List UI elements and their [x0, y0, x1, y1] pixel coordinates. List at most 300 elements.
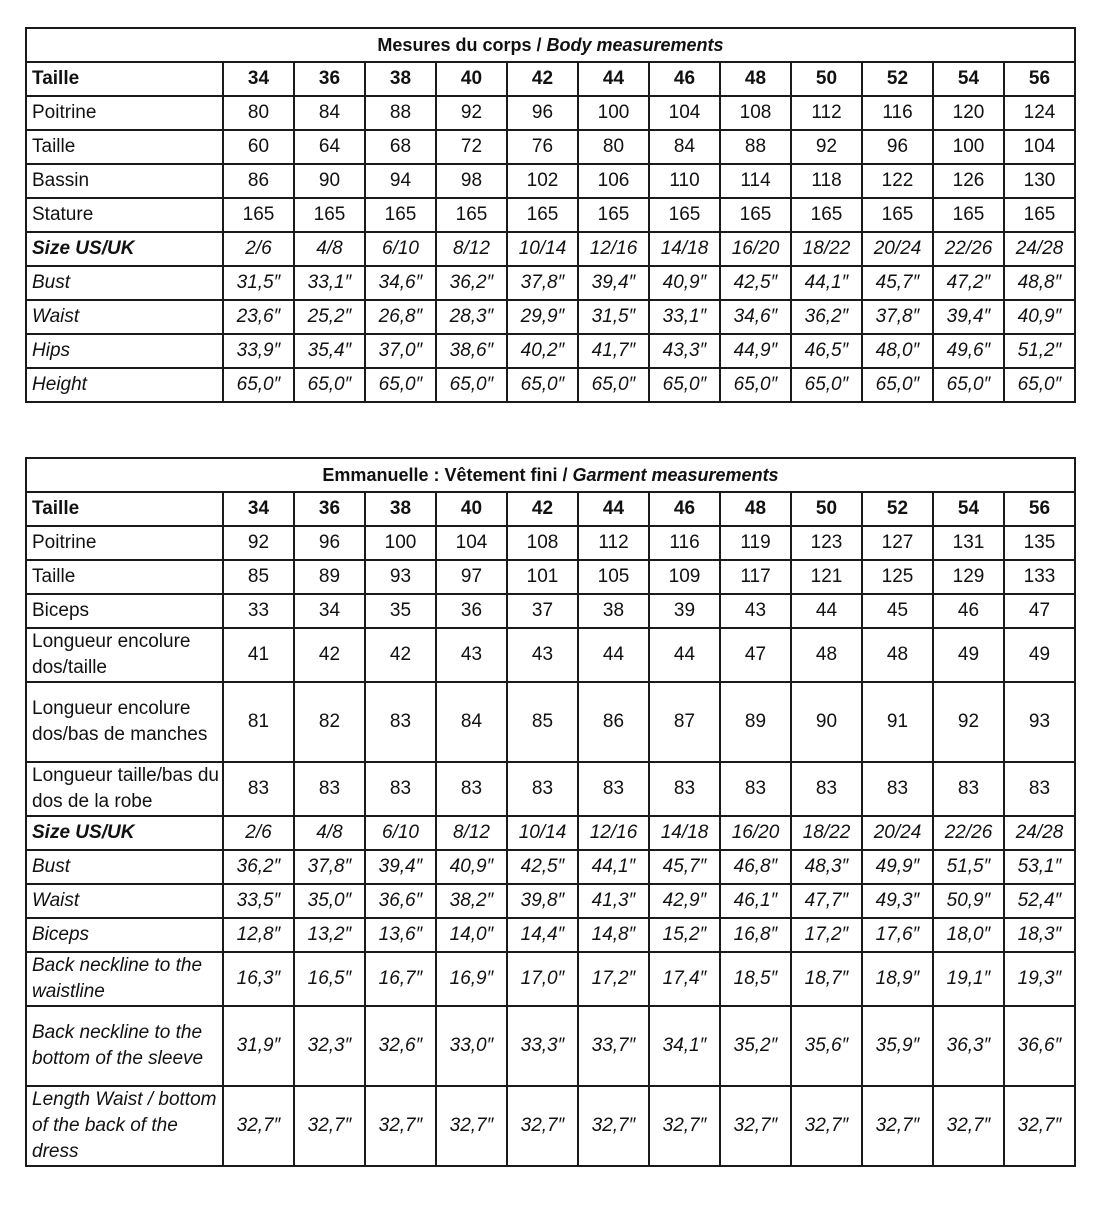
- table-row: [26, 682, 1075, 762]
- table-cell: 12,8″: [223, 918, 294, 952]
- table-cell: 47: [1004, 594, 1075, 628]
- table-cell: 124: [1004, 96, 1075, 130]
- table-cell: 94: [365, 164, 436, 198]
- table-cell: 48: [720, 492, 791, 526]
- table-cell: 33,1″: [649, 300, 720, 334]
- table-cell: 34: [223, 492, 294, 526]
- table-cell: 48,3″: [791, 850, 862, 884]
- table-cell: 14,8″: [578, 918, 649, 952]
- table-cell: 18,9″: [862, 952, 933, 1006]
- table-cell: 32,7″: [223, 1086, 294, 1166]
- table-cell: 33,0″: [436, 1006, 507, 1086]
- table-cell: 165: [578, 198, 649, 232]
- table-cell: 32,3″: [294, 1006, 365, 1086]
- row-label: Longueur encolure dos/taille: [26, 628, 223, 682]
- table-cell: 34,6″: [720, 300, 791, 334]
- row-label: Poitrine: [26, 526, 223, 560]
- table-cell: 50,9″: [933, 884, 1004, 918]
- table-cell: 46,1″: [720, 884, 791, 918]
- table-cell: 12/16: [578, 232, 649, 266]
- table-cell: 89: [720, 682, 791, 762]
- table-cell: 83: [933, 762, 1004, 816]
- table-cell: 85: [507, 682, 578, 762]
- table-cell: 40,9″: [649, 266, 720, 300]
- table-cell: 20/24: [862, 232, 933, 266]
- table-cell: 83: [862, 762, 933, 816]
- table-cell: 65,0″: [578, 368, 649, 402]
- table-cell: 52: [862, 492, 933, 526]
- table-cell: 130: [1004, 164, 1075, 198]
- table-cell: 87: [649, 682, 720, 762]
- table-cell: 32,7″: [1004, 1086, 1075, 1166]
- table-cell: 36: [294, 492, 365, 526]
- table-cell: 65,0″: [720, 368, 791, 402]
- row-label: Taille: [26, 130, 223, 164]
- table-cell: 108: [507, 526, 578, 560]
- table-cell: 42: [507, 62, 578, 96]
- table-cell: 15,2″: [649, 918, 720, 952]
- table-cell: 16/20: [720, 232, 791, 266]
- table-cell: 104: [1004, 130, 1075, 164]
- title-en: Garment measurements: [572, 465, 779, 485]
- table-cell: 16/20: [720, 816, 791, 850]
- table-cell: 65,0″: [791, 368, 862, 402]
- row-label: Bust: [26, 266, 223, 300]
- table-cell: 44: [578, 62, 649, 96]
- row-label: Taille: [26, 62, 223, 96]
- table-cell: 123: [791, 526, 862, 560]
- table-cell: 13,2″: [294, 918, 365, 952]
- table-cell: 17,6″: [862, 918, 933, 952]
- table-cell: 33,1″: [294, 266, 365, 300]
- body-measurements-table: [25, 27, 1076, 403]
- table-cell: 40: [436, 62, 507, 96]
- row-label: Bassin: [26, 164, 223, 198]
- table-cell: 92: [223, 526, 294, 560]
- title-en: Body measurements: [546, 35, 724, 55]
- table-cell: 65,0″: [862, 368, 933, 402]
- table-cell: 48: [791, 628, 862, 682]
- table-cell: 116: [649, 526, 720, 560]
- table-cell: 83: [578, 762, 649, 816]
- table-cell: 65,0″: [507, 368, 578, 402]
- table-cell: 17,0″: [507, 952, 578, 1006]
- table-cell: 43: [436, 628, 507, 682]
- table-cell: 64: [294, 130, 365, 164]
- table-cell: 49: [933, 628, 1004, 682]
- table-cell: 48,0″: [862, 334, 933, 368]
- table-cell: 85: [223, 560, 294, 594]
- table-cell: 18,0″: [933, 918, 1004, 952]
- table-cell: 22/26: [933, 816, 1004, 850]
- table-cell: 38,6″: [436, 334, 507, 368]
- table-row: [26, 300, 1075, 334]
- row-label: Back neckline to the bottom of the sleeve: [26, 1006, 223, 1086]
- table-cell: 36,3″: [933, 1006, 1004, 1086]
- table-cell: 38: [365, 492, 436, 526]
- table-cell: 32,7″: [507, 1086, 578, 1166]
- table-cell: 35,9″: [862, 1006, 933, 1086]
- row-label: Bust: [26, 850, 223, 884]
- table-cell: 6/10: [365, 816, 436, 850]
- table-cell: 83: [791, 762, 862, 816]
- table-cell: 37,8″: [507, 266, 578, 300]
- table-cell: 33,7″: [578, 1006, 649, 1086]
- table-cell: 118: [791, 164, 862, 198]
- table-cell: 165: [933, 198, 1004, 232]
- table-title: [26, 28, 1075, 62]
- table-cell: 46,8″: [720, 850, 791, 884]
- table-cell: 4/8: [294, 232, 365, 266]
- table-cell: 37,0″: [365, 334, 436, 368]
- table-cell: 83: [507, 762, 578, 816]
- table-cell: 19,1″: [933, 952, 1004, 1006]
- table-cell: 65,0″: [436, 368, 507, 402]
- row-label: Biceps: [26, 594, 223, 628]
- table-cell: 135: [1004, 526, 1075, 560]
- table-row: [26, 62, 1075, 96]
- table-cell: 35,6″: [791, 1006, 862, 1086]
- table-cell: 83: [294, 762, 365, 816]
- table-cell: 65,0″: [223, 368, 294, 402]
- row-label: Longueur taille/bas du dos de la robe: [26, 762, 223, 816]
- table-cell: 18/22: [791, 232, 862, 266]
- table-cell: 23,6″: [223, 300, 294, 334]
- table-cell: 51,5″: [933, 850, 1004, 884]
- table-cell: 35,4″: [294, 334, 365, 368]
- table-cell: 38: [365, 62, 436, 96]
- table-cell: 131: [933, 526, 1004, 560]
- table-cell: 16,9″: [436, 952, 507, 1006]
- table-cell: 49,9″: [862, 850, 933, 884]
- table-cell: 32,6″: [365, 1006, 436, 1086]
- row-label: Longueur encolure dos/bas de manches: [26, 682, 223, 762]
- table-cell: 80: [578, 130, 649, 164]
- table-row: [26, 560, 1075, 594]
- table-cell: 35: [365, 594, 436, 628]
- table-row: [26, 594, 1075, 628]
- table-cell: 121: [791, 560, 862, 594]
- table-cell: 165: [720, 198, 791, 232]
- table-row: [26, 628, 1075, 682]
- row-label: Size US/UK: [26, 232, 223, 266]
- table-cell: 119: [720, 526, 791, 560]
- table-cell: 38,2″: [436, 884, 507, 918]
- table-cell: 42,5″: [720, 266, 791, 300]
- table-cell: 18,5″: [720, 952, 791, 1006]
- table-cell: 165: [436, 198, 507, 232]
- table-cell: 32,7″: [294, 1086, 365, 1166]
- table-cell: 88: [365, 96, 436, 130]
- table-cell: 65,0″: [1004, 368, 1075, 402]
- table-row: [26, 850, 1075, 884]
- table-cell: 84: [294, 96, 365, 130]
- table-cell: 46: [649, 62, 720, 96]
- table-cell: 50: [791, 492, 862, 526]
- table-cell: 18,7″: [791, 952, 862, 1006]
- table-cell: 10/14: [507, 816, 578, 850]
- table-cell: 8/12: [436, 816, 507, 850]
- table-cell: 68: [365, 130, 436, 164]
- table-cell: 49,3″: [862, 884, 933, 918]
- table-cell: 65,0″: [649, 368, 720, 402]
- table-cell: 56: [1004, 492, 1075, 526]
- row-label: Back neckline to the waistline: [26, 952, 223, 1006]
- table-cell: 49,6″: [933, 334, 1004, 368]
- table-cell: 44: [649, 628, 720, 682]
- table-cell: 41,3″: [578, 884, 649, 918]
- table-cell: 46: [649, 492, 720, 526]
- table-cell: 44: [578, 628, 649, 682]
- row-label: Stature: [26, 198, 223, 232]
- table-cell: 45,7″: [862, 266, 933, 300]
- table-cell: 50: [791, 62, 862, 96]
- table-cell: 53,1″: [1004, 850, 1075, 884]
- table-cell: 100: [365, 526, 436, 560]
- table-cell: 31,5″: [578, 300, 649, 334]
- table-cell: 52: [862, 62, 933, 96]
- table-cell: 44: [578, 492, 649, 526]
- table-cell: 44: [791, 594, 862, 628]
- table-cell: 129: [933, 560, 1004, 594]
- table-cell: 80: [223, 96, 294, 130]
- table-cell: 76: [507, 130, 578, 164]
- table-cell: 16,8″: [720, 918, 791, 952]
- table-cell: 32,7″: [791, 1086, 862, 1166]
- garment-measurements-table: [25, 457, 1076, 1167]
- table-cell: 24/28: [1004, 232, 1075, 266]
- table-cell: 83: [1004, 762, 1075, 816]
- table-row: [26, 198, 1075, 232]
- table-cell: 16,5″: [294, 952, 365, 1006]
- table-cell: 47,7″: [791, 884, 862, 918]
- table-cell: 42: [365, 628, 436, 682]
- table-cell: 36,6″: [365, 884, 436, 918]
- table-row: [26, 1086, 1075, 1166]
- table-cell: 84: [436, 682, 507, 762]
- table-cell: 83: [436, 762, 507, 816]
- table-cell: 83: [720, 762, 791, 816]
- table-cell: 90: [294, 164, 365, 198]
- table-cell: 133: [1004, 560, 1075, 594]
- table-cell: 32,7″: [578, 1086, 649, 1166]
- table-cell: 42: [507, 492, 578, 526]
- table-row: [26, 130, 1075, 164]
- table-cell: 83: [223, 762, 294, 816]
- table-cell: 104: [436, 526, 507, 560]
- table-cell: 46,5″: [791, 334, 862, 368]
- table-cell: 120: [933, 96, 1004, 130]
- table-cell: 18,3″: [1004, 918, 1075, 952]
- table-cell: 39,4″: [365, 850, 436, 884]
- table-cell: 89: [294, 560, 365, 594]
- row-label: Height: [26, 368, 223, 402]
- table-cell: 165: [862, 198, 933, 232]
- table-cell: 109: [649, 560, 720, 594]
- row-label: Hips: [26, 334, 223, 368]
- table-cell: 32,7″: [862, 1086, 933, 1166]
- table-cell: 34,6″: [365, 266, 436, 300]
- table-cell: 48: [862, 628, 933, 682]
- table-cell: 8/12: [436, 232, 507, 266]
- table-cell: 6/10: [365, 232, 436, 266]
- table-cell: 32,7″: [720, 1086, 791, 1166]
- table-cell: 84: [649, 130, 720, 164]
- table-cell: 81: [223, 682, 294, 762]
- table-cell: 165: [365, 198, 436, 232]
- table-cell: 31,9″: [223, 1006, 294, 1086]
- table-cell: 14/18: [649, 232, 720, 266]
- table-cell: 43,3″: [649, 334, 720, 368]
- title-fr: Mesures du corps /: [377, 35, 547, 55]
- table-cell: 36: [294, 62, 365, 96]
- table-cell: 24/28: [1004, 816, 1075, 850]
- table-cell: 28,3″: [436, 300, 507, 334]
- table-cell: 14,0″: [436, 918, 507, 952]
- table-cell: 83: [365, 682, 436, 762]
- table-cell: 101: [507, 560, 578, 594]
- table-cell: 45,7″: [649, 850, 720, 884]
- table-cell: 13,6″: [365, 918, 436, 952]
- table-row: [26, 96, 1075, 130]
- table-cell: 47,2″: [933, 266, 1004, 300]
- table-cell: 93: [365, 560, 436, 594]
- table-cell: 22/26: [933, 232, 1004, 266]
- table-cell: 110: [649, 164, 720, 198]
- table-cell: 106: [578, 164, 649, 198]
- table-row: [26, 1006, 1075, 1086]
- table-cell: 54: [933, 492, 1004, 526]
- table-cell: 93: [1004, 682, 1075, 762]
- table-cell: 33,5″: [223, 884, 294, 918]
- row-label: Taille: [26, 560, 223, 594]
- table-cell: 49: [1004, 628, 1075, 682]
- table-cell: 45: [862, 594, 933, 628]
- table-cell: 32,7″: [933, 1086, 1004, 1166]
- table-cell: 33: [223, 594, 294, 628]
- table-cell: 41,7″: [578, 334, 649, 368]
- table-cell: 100: [578, 96, 649, 130]
- table-cell: 39,4″: [933, 300, 1004, 334]
- table-cell: 88: [720, 130, 791, 164]
- table-cell: 34: [294, 594, 365, 628]
- table-cell: 33,9″: [223, 334, 294, 368]
- table-cell: 40,2″: [507, 334, 578, 368]
- table-cell: 102: [507, 164, 578, 198]
- table-cell: 10/14: [507, 232, 578, 266]
- table-title: [26, 458, 1075, 492]
- table-cell: 40: [436, 492, 507, 526]
- table-row: [26, 918, 1075, 952]
- row-label: Size US/UK: [26, 816, 223, 850]
- table-cell: 82: [294, 682, 365, 762]
- table-cell: 19,3″: [1004, 952, 1075, 1006]
- table-cell: 165: [649, 198, 720, 232]
- table-cell: 43: [507, 628, 578, 682]
- table-cell: 38: [578, 594, 649, 628]
- table-cell: 36,6″: [1004, 1006, 1075, 1086]
- table-cell: 98: [436, 164, 507, 198]
- table-row: [26, 952, 1075, 1006]
- table-row: [26, 526, 1075, 560]
- table-row: [26, 164, 1075, 198]
- table-cell: 2/6: [223, 232, 294, 266]
- table-cell: 4/8: [294, 816, 365, 850]
- table-cell: 96: [507, 96, 578, 130]
- table-cell: 65,0″: [294, 368, 365, 402]
- table-cell: 112: [791, 96, 862, 130]
- table-cell: 117: [720, 560, 791, 594]
- row-label: Biceps: [26, 918, 223, 952]
- table-row: [26, 762, 1075, 816]
- table-cell: 34,1″: [649, 1006, 720, 1086]
- table-cell: 33,3″: [507, 1006, 578, 1086]
- table-cell: 42,9″: [649, 884, 720, 918]
- table-cell: 34: [223, 62, 294, 96]
- table-cell: 114: [720, 164, 791, 198]
- table-cell: 18/22: [791, 816, 862, 850]
- table-cell: 44,1″: [791, 266, 862, 300]
- table-cell: 91: [862, 682, 933, 762]
- table-cell: 65,0″: [933, 368, 1004, 402]
- table-cell: 35,2″: [720, 1006, 791, 1086]
- table-cell: 17,2″: [578, 952, 649, 1006]
- table-cell: 44,9″: [720, 334, 791, 368]
- table-cell: 86: [223, 164, 294, 198]
- title-fr: Emmanuelle : Vêtement fini /: [322, 465, 573, 485]
- table-cell: 127: [862, 526, 933, 560]
- table-cell: 16,3″: [223, 952, 294, 1006]
- table-cell: 105: [578, 560, 649, 594]
- table-cell: 97: [436, 560, 507, 594]
- table-cell: 40,9″: [436, 850, 507, 884]
- table-cell: 37,8″: [294, 850, 365, 884]
- table-cell: 86: [578, 682, 649, 762]
- table-cell: 14/18: [649, 816, 720, 850]
- table-row: [26, 816, 1075, 850]
- table-cell: 96: [294, 526, 365, 560]
- table-cell: 32,7″: [649, 1086, 720, 1166]
- table-cell: 42,5″: [507, 850, 578, 884]
- table-cell: 16,7″: [365, 952, 436, 1006]
- table-cell: 39,8″: [507, 884, 578, 918]
- table-cell: 37: [507, 594, 578, 628]
- table-cell: 56: [1004, 62, 1075, 96]
- table-cell: 36: [436, 594, 507, 628]
- table-cell: 40,9″: [1004, 300, 1075, 334]
- table-cell: 14,4″: [507, 918, 578, 952]
- table-row: [26, 492, 1075, 526]
- table-cell: 165: [507, 198, 578, 232]
- table-cell: 36,2″: [791, 300, 862, 334]
- table-cell: 83: [649, 762, 720, 816]
- table-cell: 32,7″: [436, 1086, 507, 1166]
- row-label: Poitrine: [26, 96, 223, 130]
- table-cell: 51,2″: [1004, 334, 1075, 368]
- table-cell: 47: [720, 628, 791, 682]
- table-cell: 90: [791, 682, 862, 762]
- table-cell: 72: [436, 130, 507, 164]
- table-cell: 31,5″: [223, 266, 294, 300]
- table-cell: 36,2″: [223, 850, 294, 884]
- table-cell: 165: [294, 198, 365, 232]
- table-cell: 39,4″: [578, 266, 649, 300]
- table-cell: 48,8″: [1004, 266, 1075, 300]
- table-cell: 36,2″: [436, 266, 507, 300]
- table-cell: 96: [862, 130, 933, 164]
- table-cell: 65,0″: [365, 368, 436, 402]
- table-cell: 54: [933, 62, 1004, 96]
